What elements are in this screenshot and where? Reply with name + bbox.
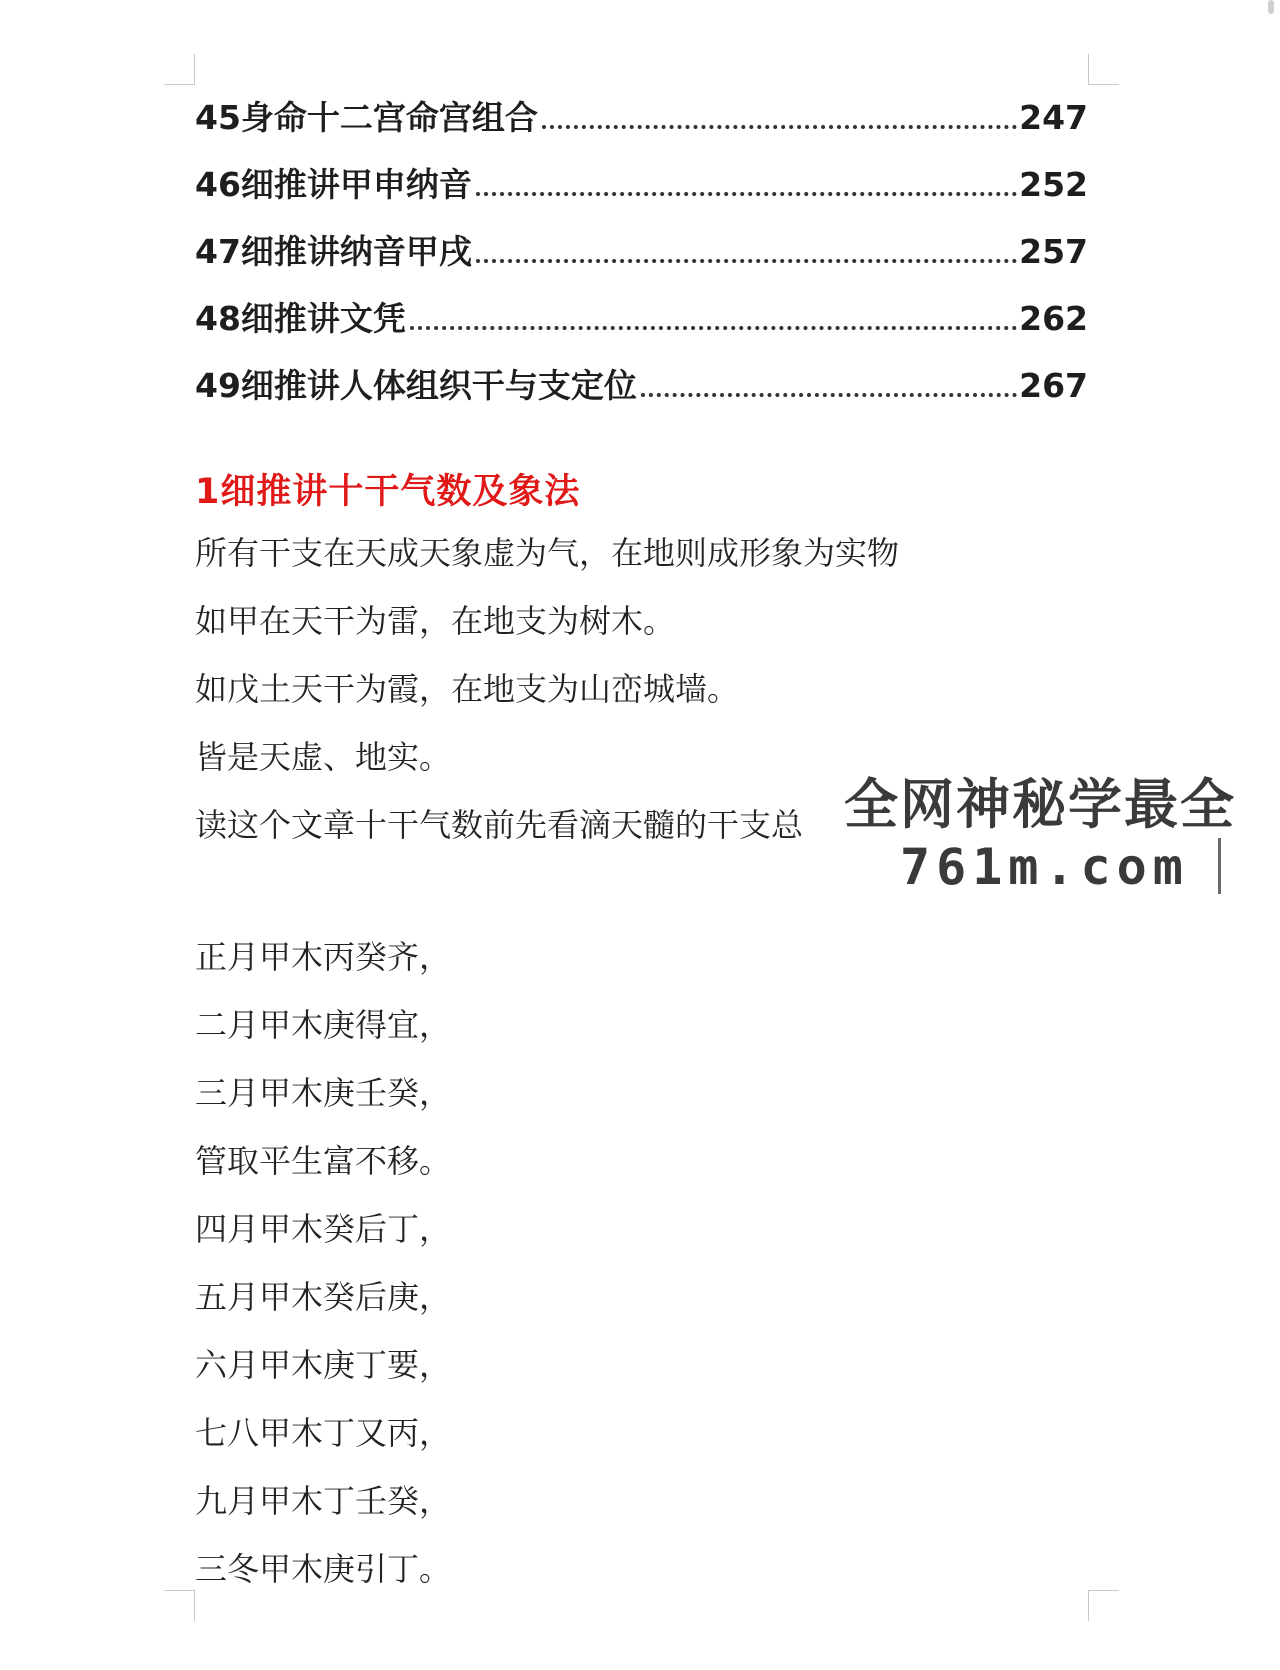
toc-leader-dots	[476, 192, 1017, 196]
watermark-divider	[1218, 838, 1221, 894]
toc-entry[interactable]	[195, 226, 1088, 293]
verse-line: 三冬甲木庚引丁。	[195, 1550, 452, 1588]
toc-entry-page: 262	[1019, 299, 1088, 338]
toc-entry-title: 46细推讲甲申纳音	[195, 165, 472, 204]
page-corner-mark-top-right	[1088, 54, 1119, 85]
toc-leader-dots	[476, 259, 1017, 263]
toc-entry-title: 48细推讲文凭	[195, 299, 406, 338]
paragraph-line: 读这个文章十干气数前先看滴天髓的干支总	[195, 806, 804, 844]
verse-line: 四月甲木癸后丁，	[195, 1210, 452, 1248]
verse-line: 管取平生富不移。	[195, 1142, 452, 1180]
verse-line: 七八甲木丁又丙，	[195, 1414, 452, 1452]
paragraph-line: 皆是天虚、地实。	[195, 738, 452, 776]
toc-entry[interactable]	[195, 92, 1088, 159]
paragraph-line: 所有干支在天成天象虚为气，在地则成形象为实物	[195, 534, 900, 572]
toc-entry[interactable]	[195, 293, 1088, 360]
paragraph-line: 如戊土天干为霞，在地支为山峦城墙。	[195, 670, 740, 708]
toc-entry-title: 47细推讲纳音甲戌	[195, 232, 472, 271]
watermark-url: 761m.com	[900, 838, 1189, 896]
page-corner-mark-bottom-left	[164, 1590, 195, 1621]
toc-leader-dots	[542, 125, 1017, 129]
toc-leader-dots	[410, 326, 1017, 330]
watermark	[830, 752, 1280, 902]
toc-entry[interactable]	[195, 360, 1088, 427]
watermark-title: 全网神秘学最全	[844, 773, 1236, 836]
toc-entry-page: 247	[1019, 98, 1088, 137]
verse-line: 正月甲木丙癸齐，	[195, 938, 452, 976]
paragraph-line: 如甲在天干为雷，在地支为树木。	[195, 602, 676, 640]
body-text	[195, 533, 1095, 1617]
verse-line: 三月甲木庚壬癸，	[195, 1074, 452, 1112]
verse-line: 二月甲木庚得宜，	[195, 1006, 452, 1044]
toc-entry-page: 252	[1019, 165, 1088, 204]
verse-line: 五月甲木癸后庚，	[195, 1278, 452, 1316]
section-heading: 1细推讲十干气数及象法	[195, 472, 581, 512]
toc-entry-page: 257	[1019, 232, 1088, 271]
toc-entry-page: 267	[1019, 366, 1088, 405]
page-corner-mark-top-left	[164, 54, 195, 85]
verse-line: 六月甲木庚丁要，	[195, 1346, 452, 1384]
toc-entry-title: 45身命十二宫命宫组合	[195, 98, 538, 137]
verse-line: 九月甲木丁壬癸，	[195, 1482, 452, 1520]
table-of-contents	[195, 92, 1088, 427]
toc-leader-dots	[641, 393, 1017, 397]
toc-entry[interactable]	[195, 159, 1088, 226]
scrollbar-thumb[interactable]	[1268, 0, 1274, 14]
toc-entry-title: 49细推讲人体组织干与支定位	[195, 366, 637, 405]
